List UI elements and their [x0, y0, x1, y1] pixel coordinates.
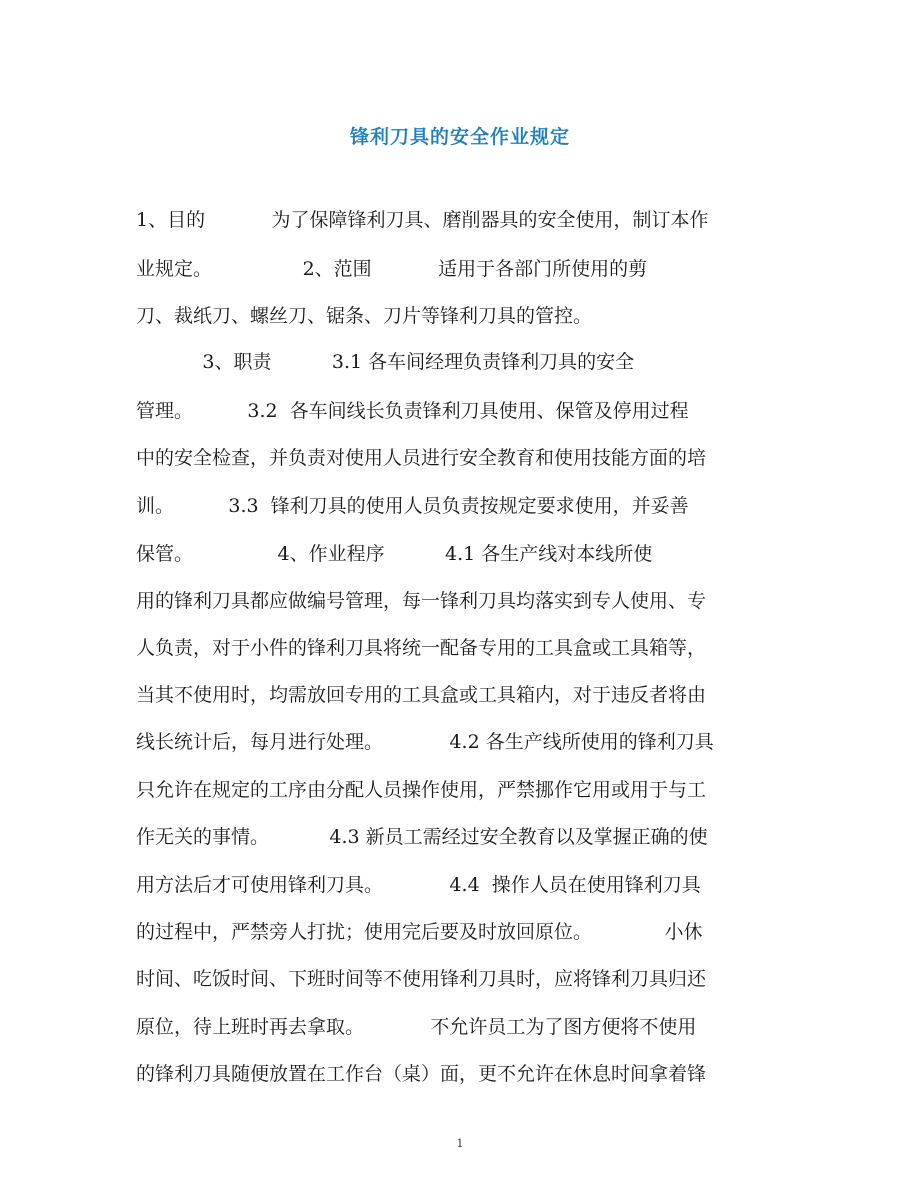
- body-line-5: 管理。 3.2 各车间线长负责锋利刀具使用、保管及停用过程: [136, 400, 689, 422]
- body-line-18: 原位，待上班时再去拿取。 不允许员工为了图方便将不使用: [136, 1016, 697, 1038]
- body-line-7: 训。 3.3 锋利刀具的使用人员负责按规定要求使用，并妥善: [136, 495, 689, 517]
- body-line-16: 的过程中，严禁旁人打扰；使用完后要及时放回原位。 小休: [136, 921, 703, 943]
- body-line-14: 作无关的事情。 4.3 新员工需经过安全教育以及掌握正确的使: [136, 826, 708, 848]
- body-line-1: 1、目的 为了保障锋利刀具、磨削器具的安全使用，制订本作: [136, 209, 709, 231]
- body-line-17: 时间、吃饭时间、下班时间等不使用锋利刀具时，应将锋利刀具归还: [136, 968, 707, 990]
- document-title: 锋利刀具的安全作业规定: [349, 126, 570, 148]
- body-line-19: 的锋利刀具随便放置在工作台（桌）面，更不允许在休息时间拿着锋: [136, 1063, 707, 1085]
- body-line-6: 中的安全检查，并负责对使用人员进行安全教育和使用技能方面的培: [136, 447, 707, 469]
- body-line-10: 人负责，对于小件的锋利刀具将统一配备专用的工具盒或工具箱等，: [136, 637, 707, 659]
- body-line-11: 当其不使用时，均需放回专用的工具盒或工具箱内，对于违反者将由: [136, 684, 707, 706]
- body-line-2: 业规定。 2、范围 适用于各部门所使用的剪: [136, 258, 648, 280]
- body-line-4: 3、职责 3.1 各车间经理负责锋利刀具的安全: [136, 351, 635, 373]
- body-line-9: 用的锋利刀具都应做编号管理，每一锋利刀具均落实到专人使用、专: [136, 590, 707, 612]
- body-line-13: 只允许在规定的工序由分配人员操作使用，严禁挪作它用或用于与工: [136, 779, 707, 801]
- body-line-3: 刀、裁纸刀、螺丝刀、锯条、刀片等锋利刀具的管控。: [136, 305, 593, 327]
- body-line-12: 线长统计后，每月进行处理。 4.2 各生产线所使用的锋利刀具: [136, 731, 714, 753]
- body-line-8: 保管。 4、作业程序 4.1 各生产线对本线所使: [136, 543, 653, 565]
- page-number: 1: [456, 1137, 464, 1150]
- body-line-15: 用方法后才可使用锋利刀具。 4.4 操作人员在使用锋利刀具: [136, 874, 701, 896]
